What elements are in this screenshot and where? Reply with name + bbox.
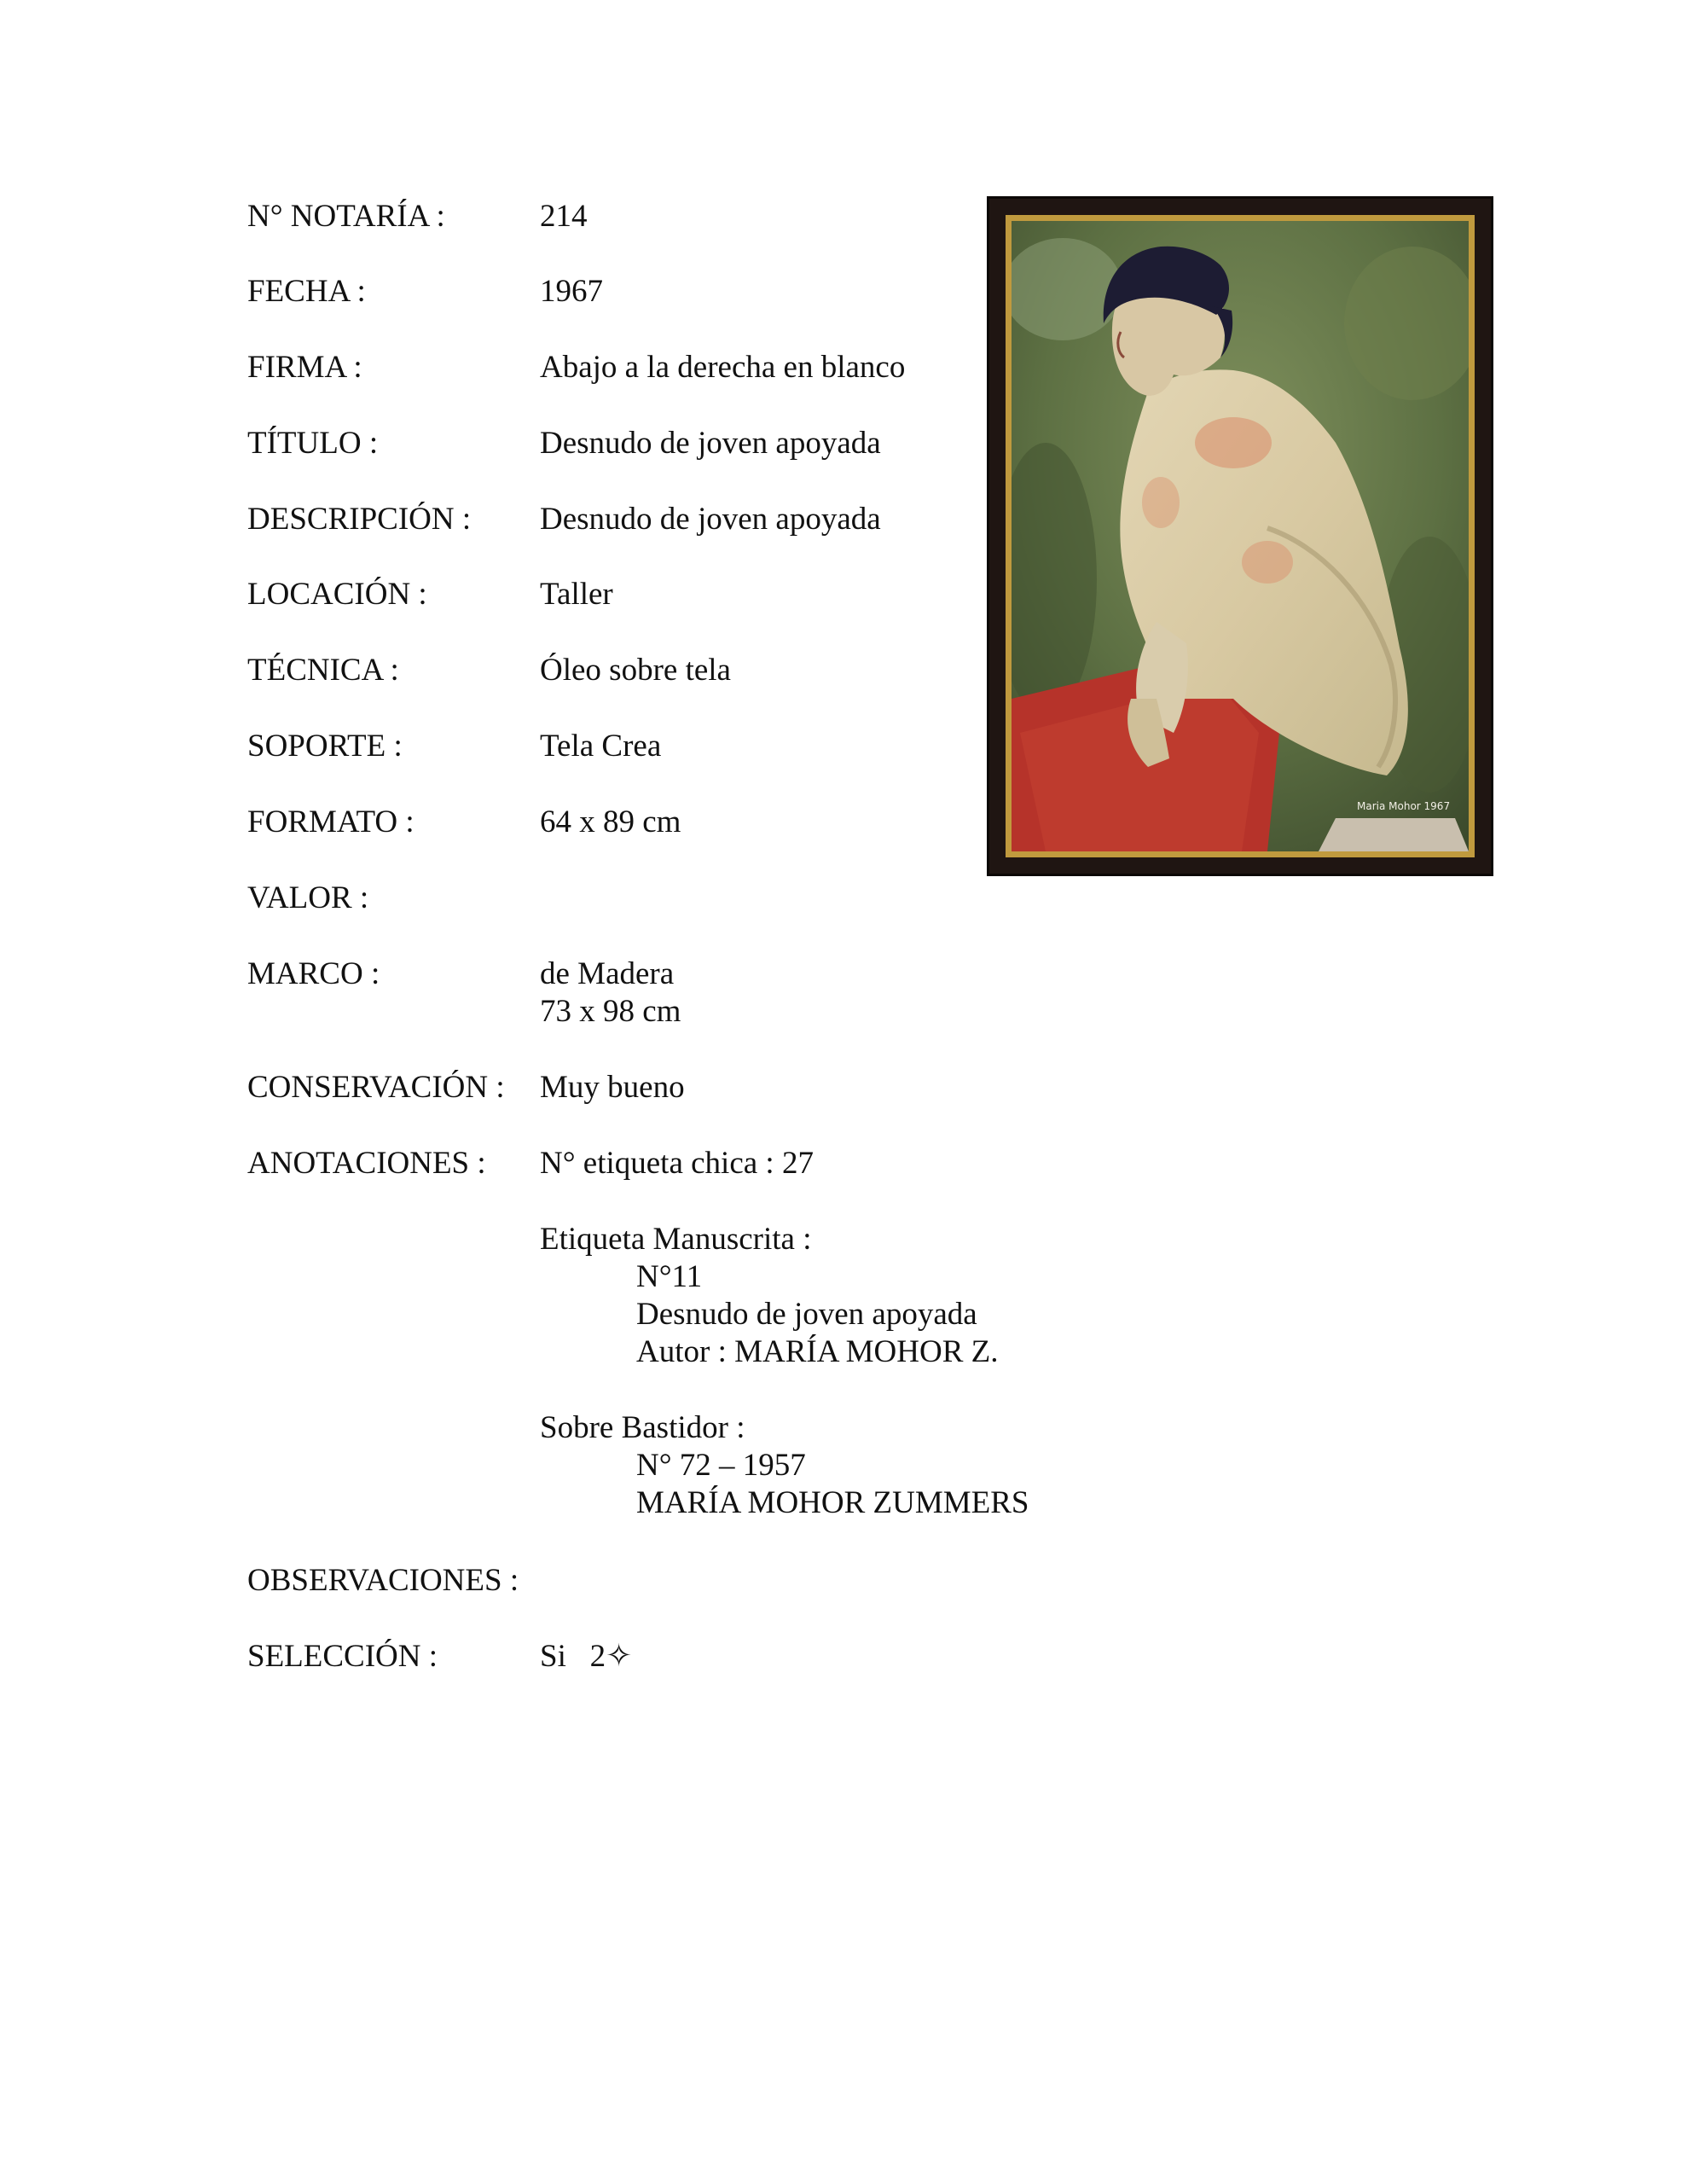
field-value: Muy bueno xyxy=(540,1070,685,1105)
field-value: Óleo sobre tela xyxy=(540,653,731,688)
field-value xyxy=(540,956,681,1031)
etiqueta-manuscrita-line: Desnudo de joven apoyada xyxy=(636,1297,977,1332)
sobre-bastidor-heading: Sobre Bastidor : xyxy=(540,1410,745,1445)
framed-painting-icon xyxy=(1012,221,1469,851)
painting-signature: Maria Mohor 1967 xyxy=(1357,800,1451,812)
field-value: 214 xyxy=(540,199,588,234)
marco-size: 73 x 98 cm xyxy=(540,994,681,1029)
field-label: FIRMA : xyxy=(247,350,362,385)
field-label: DESCRIPCIÓN : xyxy=(247,502,472,537)
painting-gilt-border xyxy=(1006,215,1475,857)
sobre-bastidor-line: N° 72 – 1957 xyxy=(636,1448,806,1483)
field-label: N° NOTARÍA : xyxy=(247,199,445,234)
field-label: LOCACIÓN : xyxy=(247,577,427,612)
field-value: Desnudo de joven apoyada xyxy=(540,502,881,537)
field-value xyxy=(540,1145,1029,1522)
field-label: SELECCIÓN : xyxy=(247,1639,438,1674)
field-value: Desnudo de joven apoyada xyxy=(540,426,881,461)
field-label: TÉCNICA : xyxy=(247,653,399,688)
etiqueta-chica: N° etiqueta chica : 27 xyxy=(540,1146,814,1181)
field-value: Taller xyxy=(540,577,613,612)
field-label: VALOR : xyxy=(247,880,369,915)
field-value: Tela Crea xyxy=(540,729,662,764)
field-value: 1967 xyxy=(540,274,603,309)
field-label: OBSERVACIONES : xyxy=(247,1563,519,1598)
field-label: TÍTULO : xyxy=(247,426,379,461)
field-label: MARCO : xyxy=(247,956,380,991)
etiqueta-manuscrita-line: Autor : MARÍA MOHOR Z. xyxy=(636,1334,999,1369)
etiqueta-manuscrita-line: N°11 xyxy=(636,1259,703,1294)
field-value: Si 2✧ xyxy=(540,1639,633,1674)
marco-material: de Madera xyxy=(540,956,675,991)
field-label: ANOTACIONES : xyxy=(247,1146,486,1181)
field-value: Abajo a la derecha en blanco xyxy=(540,350,906,385)
sobre-bastidor-line: MARÍA MOHOR ZUMMERS xyxy=(636,1485,1029,1520)
field-label: CONSERVACIÓN : xyxy=(247,1070,505,1105)
etiqueta-manuscrita-heading: Etiqueta Manuscrita : xyxy=(540,1222,812,1257)
field-value: 64 x 89 cm xyxy=(540,804,681,839)
field-label: SOPORTE : xyxy=(247,729,403,764)
field-label: FECHA : xyxy=(247,274,366,309)
field-label: FORMATO : xyxy=(247,804,415,839)
painting-frame xyxy=(987,196,1493,876)
